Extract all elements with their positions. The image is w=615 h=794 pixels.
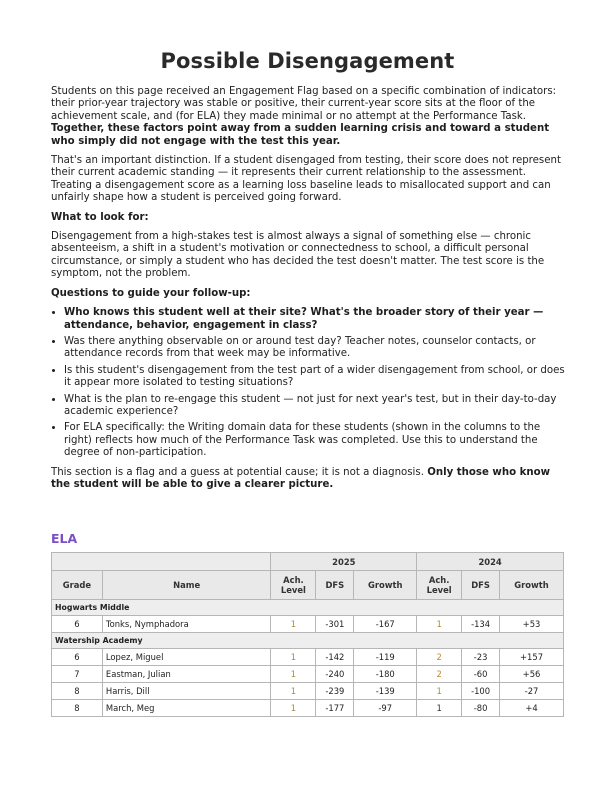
questions-list	[51, 307, 569, 459]
closing-paragraph	[51, 467, 569, 492]
dfs-2025-header: DFS	[316, 571, 354, 600]
table-column-header-row	[52, 571, 564, 600]
student-name-cell: Tonks, Nymphadora	[102, 616, 271, 633]
growth-2025-cell: -180	[354, 666, 417, 683]
growth-2024-cell: +4	[500, 700, 564, 717]
question-item: • Was there anything observable on or around test day? Teacher notes, counselor contacts, or attendance records from that week may be informative.	[64, 336, 569, 361]
growth-2025-cell: -167	[354, 616, 417, 633]
ach-level-2024-cell: 2	[417, 649, 462, 666]
ach-level-2024-cell: 1	[417, 683, 462, 700]
question-item: • Who knows this student well at their site? What's the broader story of their year — attendance, behavior, engagement in class?	[64, 307, 569, 332]
dfs-2025-cell: -301	[316, 616, 354, 633]
table-row	[52, 616, 564, 633]
table-row	[52, 700, 564, 717]
grade-cell: 8	[52, 700, 103, 717]
ela-table	[51, 552, 564, 717]
ach-level-2024-cell: 1	[417, 700, 462, 717]
intro-text: Students on this page received an Engagement Flag based on a specific combination of indicators: their prior-year trajectory was stable or positive, their current-year score sits at the floor of the achievement scale, and (for ELA) they made minimal or no attempt at the Performance Task.	[51, 86, 557, 122]
student-name-cell: March, Meg	[102, 700, 271, 717]
grade-cell: 6	[52, 649, 103, 666]
table-year-header-row	[52, 553, 564, 571]
table-row	[52, 649, 564, 666]
school-group-row	[52, 633, 564, 649]
student-name-cell: Eastman, Julian	[102, 666, 271, 683]
school-name: Watership Academy	[52, 633, 564, 649]
question-item: • What is the plan to re-engage this student — not just for next year's test, but in their day-to-day academic experience?	[64, 394, 569, 419]
school-group-row	[52, 600, 564, 616]
blank-header-cell	[52, 553, 271, 571]
report-body	[51, 86, 569, 498]
closing-text: This section is a flag and a guess at potential cause; it is not a diagnosis.	[51, 466, 428, 478]
growth-2025-cell: -119	[354, 649, 417, 666]
growth-2025-header: Growth	[354, 571, 417, 600]
table-row	[52, 666, 564, 683]
table-row	[52, 683, 564, 700]
ach-level-2025-cell: 1	[271, 616, 316, 633]
dfs-2025-cell: -239	[316, 683, 354, 700]
growth-2025-cell: -139	[354, 683, 417, 700]
ach-level-2025-cell: 1	[271, 666, 316, 683]
dfs-2024-cell: -134	[462, 616, 500, 633]
dfs-2025-cell: -142	[316, 649, 354, 666]
dfs-2025-cell: -240	[316, 666, 354, 683]
dfs-2024-header: DFS	[462, 571, 500, 600]
name-header: Name	[102, 571, 271, 600]
year-2024-header: 2024	[417, 553, 564, 571]
grade-cell: 7	[52, 666, 103, 683]
dfs-2024-cell: -23	[462, 649, 500, 666]
grade-cell: 6	[52, 616, 103, 633]
grade-cell: 8	[52, 683, 103, 700]
student-name-cell: Lopez, Miguel	[102, 649, 271, 666]
what-to-look-for-paragraph: Disengagement from a high-stakes test is almost always a signal of something else — chronic absenteeism, a shift in a student's motivation or connectedness to school, a difficult personal circumstance, or simply a student who has decided the test doesn't matter. The test score is the symptom, not the problem.	[51, 231, 545, 280]
ach-level-2024-cell: 1	[417, 616, 462, 633]
dfs-2024-cell: -100	[462, 683, 500, 700]
ach-level-2024-cell: 2	[417, 666, 462, 683]
dfs-2024-cell: -60	[462, 666, 500, 683]
ach-level-2025-header: Ach. Level	[271, 571, 316, 600]
page-title: Possible Disengagement	[160, 49, 455, 73]
growth-2025-cell: -97	[354, 700, 417, 717]
question-item: • Is this student's disengagement from the test part of a wider disengagement from school, or does it appear more isolated to testing situations?	[64, 365, 569, 390]
school-name: Hogwarts Middle	[52, 600, 564, 616]
ach-level-2025-cell: 1	[271, 649, 316, 666]
ach-level-2024-header: Ach. Level	[417, 571, 462, 600]
student-name-cell: Harris, Dill	[102, 683, 271, 700]
question-item: • For ELA specifically: the Writing domain data for these students (shown in the columns to the right) reflects how much of the Performance Task was completed. Use this to understand the degree of non-participation.	[64, 422, 569, 459]
ach-level-2025-cell: 1	[271, 700, 316, 717]
closing-bold-text: Only those who know the student will be able to give a clearer picture.	[51, 466, 551, 490]
growth-2024-cell: +53	[500, 616, 564, 633]
dfs-2025-cell: -177	[316, 700, 354, 717]
growth-2024-header: Growth	[500, 571, 564, 600]
distinction-paragraph: That's an important distinction. If a student disengaged from testing, their score does not represent their current academic standing — it represents their current relationship to the assessment. Treating a disengagement score as a learning loss baseline leads to misallocated support and can unfairly shape how a student is perceived going forward.	[51, 155, 561, 204]
intro-bold-text: Together, these factors point away from a sudden learning crisis and toward a student who simply did not engage with the test this year.	[51, 123, 550, 147]
dfs-2024-cell: -80	[462, 700, 500, 717]
ela-section-heading: ELA	[51, 531, 78, 546]
questions-heading: Questions to guide your follow-up:	[51, 287, 251, 299]
year-2025-header: 2025	[271, 553, 417, 571]
growth-2024-cell: +157	[500, 649, 564, 666]
growth-2024-cell: -27	[500, 683, 564, 700]
what-to-look-for-heading: What to look for:	[51, 211, 149, 223]
ach-level-2025-cell: 1	[271, 683, 316, 700]
grade-header: Grade	[52, 571, 103, 600]
intro-paragraph	[51, 86, 569, 148]
growth-2024-cell: +56	[500, 666, 564, 683]
